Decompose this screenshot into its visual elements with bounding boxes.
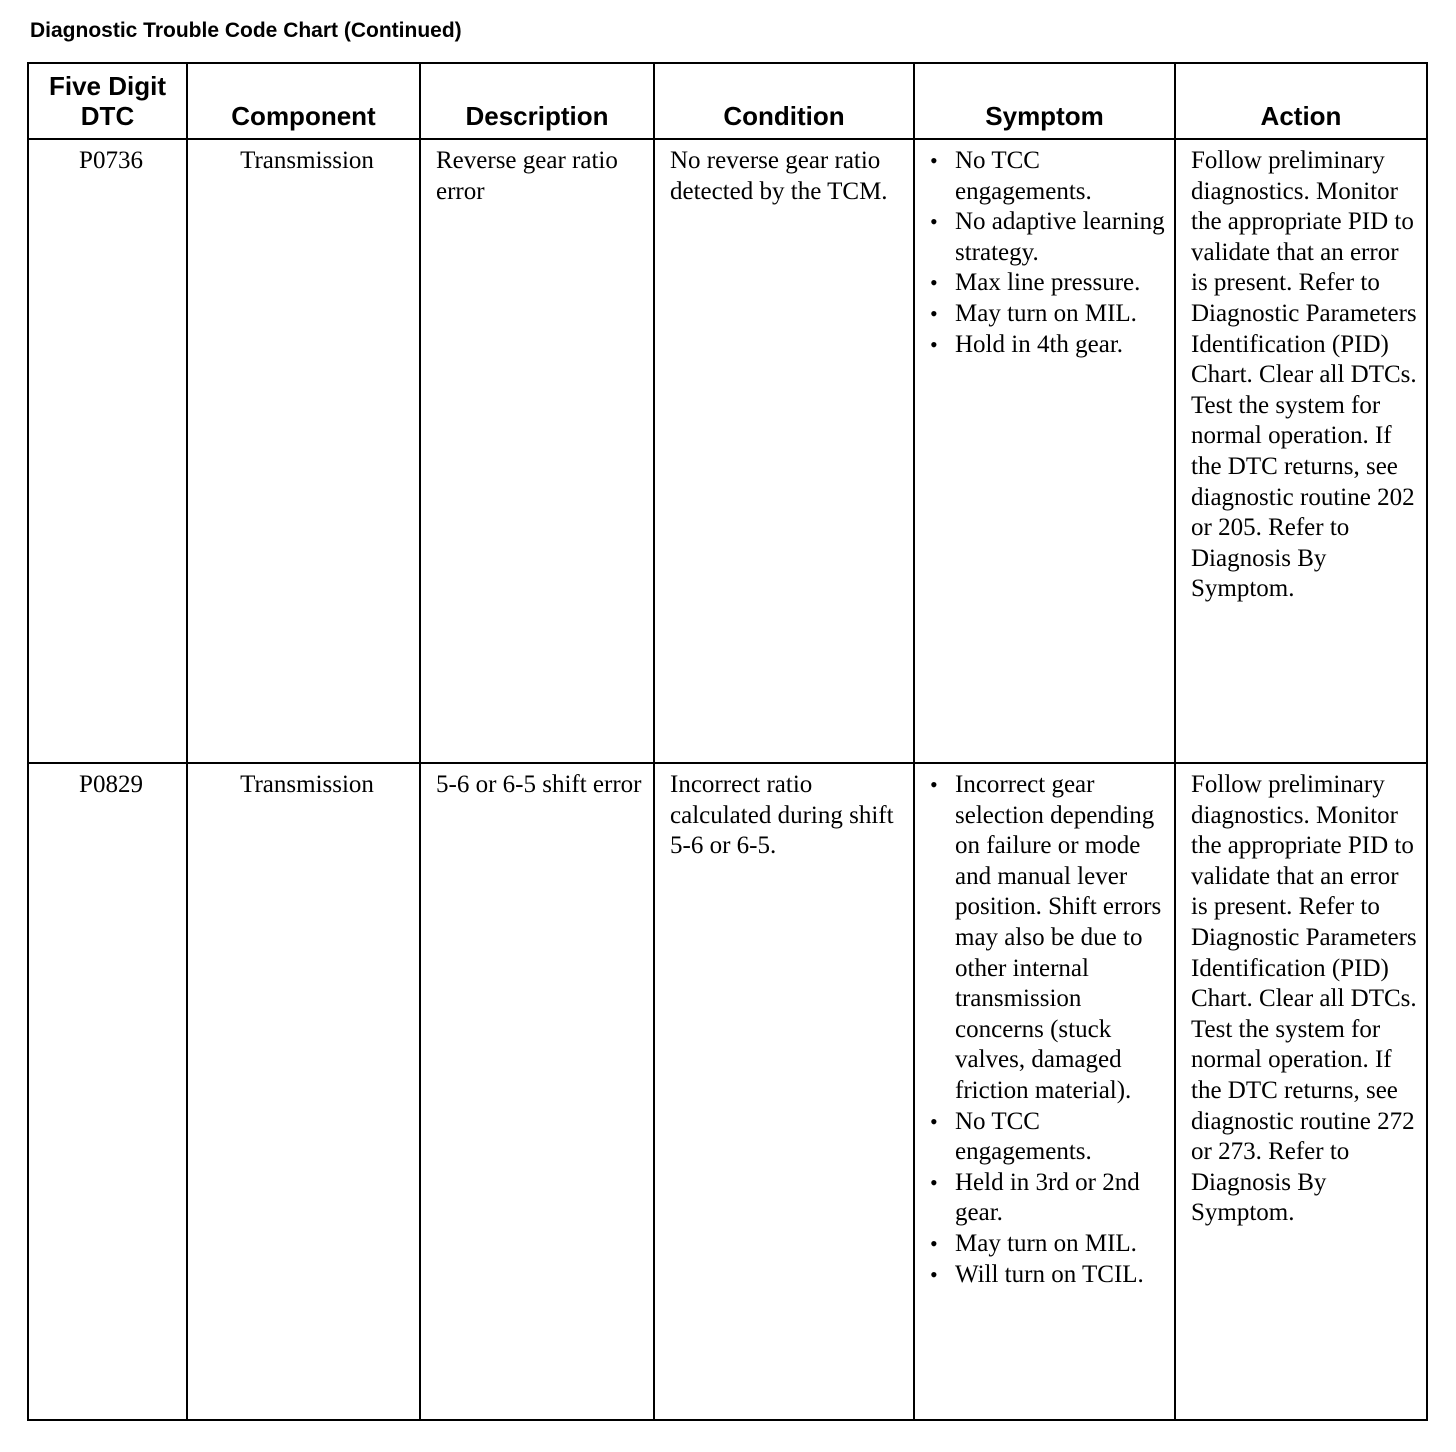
header-symptom: Symptom: [914, 63, 1175, 139]
description-cell: Reverse gear ratio error: [420, 139, 654, 763]
symptom-list: [930, 770, 1166, 1290]
table-row: [28, 763, 1427, 1420]
header-row: [28, 63, 1427, 139]
table-row: [28, 139, 1427, 763]
page-title: Diagnostic Trouble Code Chart (Continued): [30, 19, 462, 42]
action-cell: Follow preliminary diagnostics. Monitor the appropriate PID to validate that an error is present. Refer to Diagnostic Parameters Identification (PID) Chart. Clear all DTCs. Test the system for normal operation. If the DTC returns, see diagnostic routine 272 or 273. Refer to Diagnosis By Symptom.: [1175, 763, 1427, 1420]
symptom-item: • May turn on MIL.: [930, 299, 1166, 330]
symptom-cell: [914, 763, 1175, 1420]
symptom-item: • No adaptive learning strategy.: [930, 207, 1166, 268]
symptom-list: [930, 146, 1166, 360]
header-dtc-line2: DTC: [80, 101, 135, 131]
component-cell: Transmission: [187, 139, 420, 763]
symptom-item: • Max line pressure.: [930, 268, 1166, 299]
condition-cell: No reverse gear ratio detected by the TCM.: [654, 139, 914, 763]
dtc-code-cell: P0829: [28, 763, 187, 1420]
symptom-item: • Will turn on TCIL.: [930, 1260, 1166, 1291]
description-cell: 5-6 or 6-5 shift error: [420, 763, 654, 1420]
symptom-item: • No TCC engagements.: [930, 146, 1166, 207]
component-cell: Transmission: [187, 763, 420, 1420]
action-cell: Follow preliminary diagnostics. Monitor the appropriate PID to validate that an error is present. Refer to Diagnostic Parameters Identification (PID) Chart. Clear all DTCs. Test the system for normal operation. If the DTC returns, see diagnostic routine 202 or 205. Refer to Diagnosis By Symptom.: [1175, 139, 1427, 763]
symptom-item: • May turn on MIL.: [930, 1229, 1166, 1260]
header-component: Component: [187, 63, 420, 139]
header-condition: Condition: [654, 63, 914, 139]
header-action: Action: [1175, 63, 1427, 139]
condition-cell: Incorrect ratio calculated during shift 5-6 or 6-5.: [654, 763, 914, 1420]
header-dtc-line1: Five Digit: [48, 71, 166, 101]
symptom-item: • Hold in 4th gear.: [930, 330, 1166, 361]
symptom-item: • Incorrect gear selection depending on failure or mode and manual lever position. Shift errors may also be due to other internal transmission concerns (stuck valves, damaged friction material).: [930, 770, 1166, 1107]
header-dtc: [28, 63, 187, 139]
symptom-item: • No TCC engagements.: [930, 1107, 1166, 1168]
header-description: Description: [420, 63, 654, 139]
symptom-item: • Held in 3rd or 2nd gear.: [930, 1168, 1166, 1229]
dtc-chart-table: [27, 62, 1428, 1421]
symptom-cell: [914, 139, 1175, 763]
dtc-code-cell: P0736: [28, 139, 187, 763]
